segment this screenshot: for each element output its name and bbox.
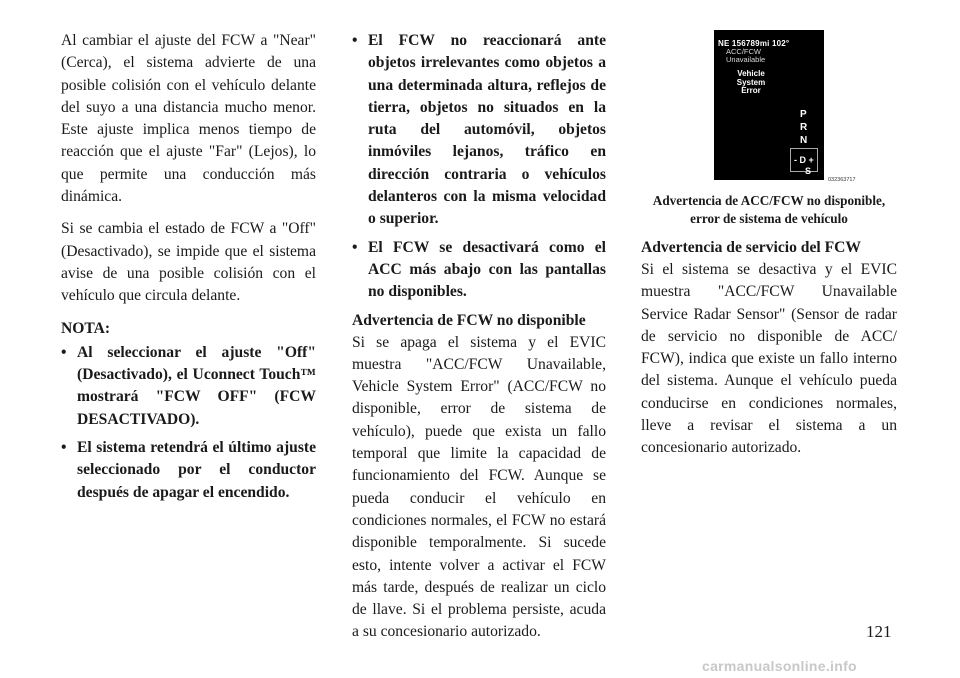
paragraph-fcw-service: Si el sistema se desactiva y el EVIC muestra "ACC/FCW Unavailable Service Radar Sensor" (Sensor de radar de servicio no disponible de ACC/ FCW), indica que existe un fallo interno del sistema. Aunque el vehículo pueda conducirse en condiciones normales, lleve a revisar el sistema a un concesionario autorizado. xyxy=(641,261,897,457)
cluster-status-line: NE 156789mi 102° xyxy=(718,39,790,48)
gear-letter: P xyxy=(800,109,807,120)
section-heading-fcw-unavailable: Advertencia de FCW no disponible xyxy=(352,311,586,329)
cluster-acc-line: ACC/FCW xyxy=(726,47,761,56)
watermark: carmanualsonline.info xyxy=(702,658,857,674)
note-list xyxy=(61,342,316,504)
note-list-continued xyxy=(352,30,606,304)
paragraph-off-setting: Si se cambia el estado de FCW a "Off" (Desactivado), se impide que el sistema avise de una posible colisión con el vehículo que circula delante. xyxy=(61,220,316,305)
note-item: • El FCW se desactivará como el ACC más abajo con las pantallas no disponibles. xyxy=(352,237,606,304)
drive-gear-box xyxy=(790,148,818,176)
note-item: • Al seleccionar el ajuste "Off" (Desactivado), el Uconnect Touch™ mostrará "FCW OFF" (FCW DESACTIVADO). xyxy=(61,342,316,431)
note-item: • El FCW no reaccionará ante objetos irrelevantes como objetos a una determinada altura, reflejos de tierra, objetos no situados en la ruta del automóvil, objetos inmóviles lejanos, tráfico en dirección contraria o vehículos delanteros con la misma velocidad o superior. xyxy=(352,30,606,231)
column-2 xyxy=(352,30,606,654)
gear-letter: N xyxy=(800,135,808,146)
figure-code: 032363717 xyxy=(828,177,856,183)
cluster-error-line: System xyxy=(736,77,766,87)
cluster-acc-message xyxy=(726,48,765,64)
note-item: • El sistema retendrá el último ajuste seleccionado por el conductor después de apagar el encendido. xyxy=(61,437,316,504)
gear-letter: R xyxy=(800,122,808,133)
section-heading-fcw-service: Advertencia de servicio del FCW xyxy=(641,239,861,256)
cluster-acc-line: Unavailable xyxy=(726,55,766,64)
gear-indicator xyxy=(800,108,807,147)
gear-letter: S xyxy=(805,166,812,176)
instrument-cluster-image xyxy=(714,30,824,180)
column-3 xyxy=(641,30,897,470)
note-label: NOTA: xyxy=(61,319,111,337)
cluster-error-line: Error xyxy=(741,86,761,95)
gear-letter: - D + xyxy=(794,155,814,165)
column-1 xyxy=(61,30,316,510)
figure-caption: Advertencia de ACC/FCW no disponible, error de sistema de vehículo xyxy=(652,193,886,226)
cluster-error-message xyxy=(714,70,788,96)
paragraph-near-setting: Al cambiar el ajuste del FCW a "Near" (Cerca), el sistema advierte de una posible colisión con el vehículo delante del suyo a una distancia mucho menor. Este ajuste implica menos tiempo de reacción que el ajuste "Far" (Lejos), lo que permite una conducción más dinámica. xyxy=(61,32,316,206)
page-number: 121 xyxy=(866,622,892,641)
cluster-error-line: Vehicle xyxy=(737,69,765,78)
paragraph-fcw-unavailable: Si se apaga el sistema y el EVIC muestra "ACC/FCW Unavailable, Vehicle System Error" (ACC/FCW no disponible, error de sistema de vehículo), puede que exista un fallo temporal que limite la capacidad de funcionamiento del FCW. Aunque se pueda conducir el vehículo en condiciones normales, el FCW no estará disponible temporalmente. Si sucede esto, intente volver a activar el FCW más tarde, después de realizar un ciclo de llave. Si el problema persiste, acuda a su concesionario autorizado. xyxy=(352,333,606,641)
